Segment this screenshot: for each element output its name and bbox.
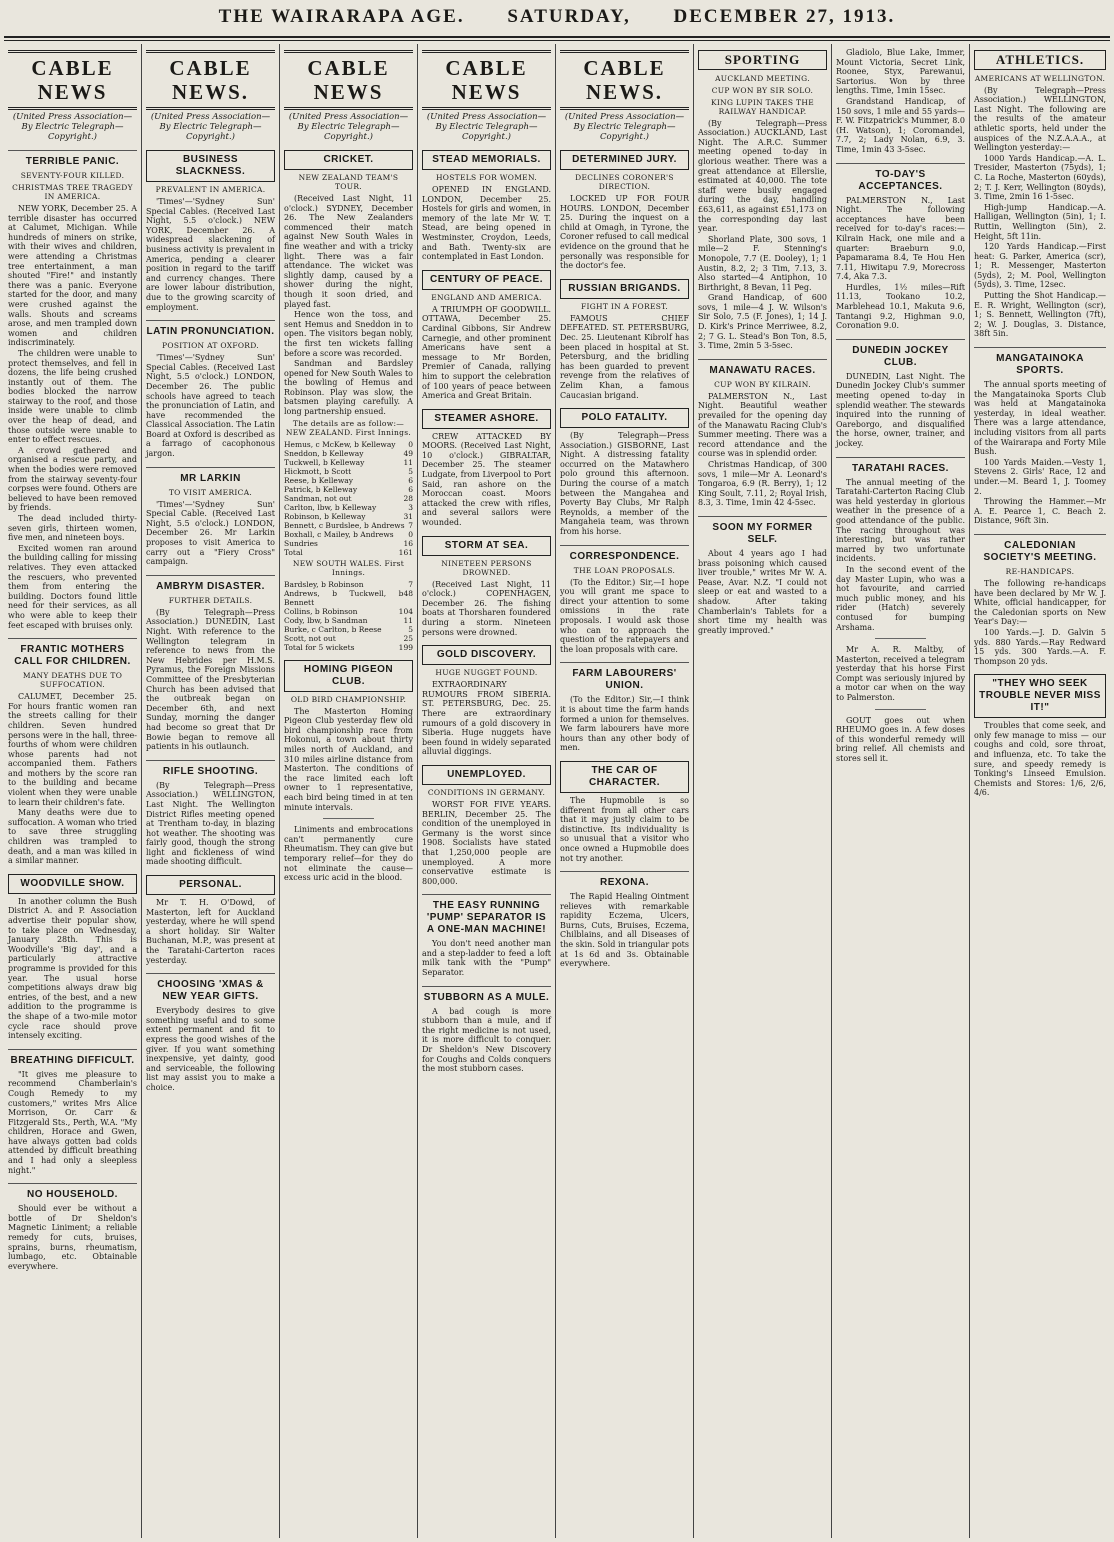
scorecard-row: [284, 512, 413, 521]
article-heading: MANGATAINOKA SPORTS.: [974, 347, 1106, 377]
article-subheading: ENGLAND AND AMERICA.: [431, 292, 542, 302]
article-heading: RIFLE SHOOTING.: [146, 760, 275, 778]
column-8: [970, 44, 1110, 1538]
columns: [4, 44, 1110, 1538]
article-heading: CRICKET.: [284, 150, 413, 170]
article-paragraph: 120 Yards Handicap.—First heat: G. Parker, America (scr), 1; R. Messenger, Masterton (5yds), 2; M. Pool, Wellington (5yds), 3. Time, 12sec.: [974, 242, 1106, 290]
scorecard-batsman: Bardsley, b Robinson: [284, 579, 364, 589]
article-paragraph: A crowd gathered and organised a rescue party, and when the bodies were removed from the stairway seventy-four corpses were found. Others are believed to have been removed by friends.: [8, 445, 137, 513]
article-paragraph: The annual sports meeting of the Mangatainoka Sports Club was held at Mangatainoka yesterday, in ideal weather. There was a large attendance, including visitors from all parts of the Wairarapa and Forty Mile Bush.: [974, 380, 1106, 457]
scorecard-runs: 11: [403, 615, 413, 625]
column-4: [418, 44, 556, 1538]
cable-news-title: CABLE NEWS: [284, 50, 413, 110]
column-1: [4, 44, 142, 1538]
scorecard-batsman: Tuckwell, b Kelleway: [284, 457, 365, 467]
scorecard-row: [284, 467, 413, 476]
scorecard-row: [284, 539, 413, 548]
article-heading: STEAD MEMORIALS.: [422, 150, 551, 170]
article-paragraph: PALMERSTON N., Last Night. The following acceptances have been received for to-day's races:— Kilrain Hack, one mile and a quarter: Braeburn 9.0, Papamarama 8.4, Te Hou Hen 7.11, Hiwitapu 7.9, Morecross 7.4, Aka 7.3.: [836, 195, 965, 282]
scorecard-batsman: Sneddon, b Kelleway: [284, 448, 364, 458]
scorecard-batsman: Scott, not out: [284, 633, 336, 643]
article-paragraph: FAMOUS CHIEF DEFEATED. ST. PETERSBURG, Dec. 25. Lieutenant Kibrolf has been placed in hospital at St. Petersburg, and the bridling has been guarded to prevent revenge from the relatives of Zelim Khan, a famous Caucasian brigand.: [560, 313, 689, 400]
article-heading: POLO FATALITY.: [560, 408, 689, 428]
article-paragraph: (By Telegraph—Press Association.) GISBORNE, Last Night. A distressing fatality occurred on the Matawhero polo ground this afternoon. During the course of a match between the Mangahea and Poverty Bay Clubs, Mr Ralph Reynolds, a member of the Mangaheia team, was thrown from his horse.: [560, 431, 689, 537]
article-paragraph: In another column the Bush District A. and P. Association advertise their popular show, to take place on Wednesday, January 28th. This is Woodville's 'Big day', and a particularly attractive programme is provided for this year. The usual horse competitions always draw big entries, of the best, and a new addition to the programme is the shape of a two-mile motor cycle race should prove intensely exciting.: [8, 896, 137, 1041]
article-paragraph: Many deaths were due to suffocation. A woman who tried to save three struggling children was trampled to death, and a man was killed in a similar manner.: [8, 808, 137, 866]
article-heading: GOLD DISCOVERY.: [422, 645, 551, 665]
article-heading: CALEDONIAN SOCIETY'S MEETING.: [974, 534, 1106, 564]
article-paragraph: The dead included thirty-seven girls, thirteen women, five men, and nineteen boys.: [8, 514, 137, 543]
article-paragraph: (By Telegraph—Press Association.) WELLINGTON, Last Night. The Wellington District Rifles meeting opened at Trentham to-day, in blazing hot weather. The shooting was fairly good, though the strong light and fickleness of wind made shooting difficult.: [146, 780, 275, 867]
advert-paragraph: Troubles that come seek, and only few manage to miss — our coughs and cold, sore throat, and influenza, etc. To take the sure, and speedy remedy is Tonking's Linseed Emulsion. Chemists and Stores: 1/6, 2/6, 4/6.: [974, 721, 1106, 798]
article-subheading: SEVENTY-FOUR KILLED.: [20, 171, 125, 180]
article-subheading: CONDITIONS IN GERMANY.: [427, 787, 546, 797]
masthead-rule: [4, 36, 1110, 41]
article-paragraph: Shorland Plate, 300 sovs, 1 mile—2 F. Stenning's Monopole, 7.7 (E. Dooley), 1; 1 Austin, 8.2, 2; 3 Tim, 7.13, 3. Also started—4 Antiphon, 10 Birthright, 8 Bevan, 11 Peg.: [698, 234, 827, 292]
article-heading: DETERMINED JURY.: [560, 150, 689, 170]
scorecard-runs: 161: [398, 547, 413, 557]
article-heading: TARATAHI RACES.: [836, 457, 965, 475]
advert-heading: "THEY WHO SEEK TROUBLE NEVER MISS IT!": [974, 674, 1106, 718]
article-heading: WOODVILLE SHOW.: [8, 874, 137, 894]
article-paragraph: Putting the Shot Handicap.—E. R. Wright, Wellington (scr), 1; S. Bennett, Wellington (7ft), 2; W. J. Douglas, 3. Distance, 38ft 5in.: [974, 291, 1106, 339]
article-paragraph: Mr A. R. Maltby, of Masterton, received a telegram yesterday that his horse First Compt was seriously injured by a motor car when on the way to Palmerston.: [836, 645, 965, 703]
advert-heading: NO HOUSEHOLD.: [8, 1183, 137, 1201]
advert-heading: STUBBORN AS A MULE.: [422, 986, 551, 1004]
advert-heading: BREATHING DIFFICULT.: [8, 1049, 137, 1067]
scorecard-runs: 7: [408, 520, 413, 530]
scorecard-batsman: Carlton, lbw, b Kelleway: [284, 502, 377, 512]
article-paragraph: Mr T. H. O'Dowd, of Masterton, left for Auckland yesterday, where he will spend a short holiday. Sir Walter Buchanan, M.P., was present at the Taratahi-Carterton races yesterday.: [146, 898, 275, 965]
cable-news-title: CABLE NEWS: [422, 50, 551, 110]
scorecard-batsman: Cody, lbw, b Sandman: [284, 615, 368, 625]
article-paragraph: Sandman and Bardsley opened for New South Wales to the bowling of Hemus and Robinson. Play was slow, the batsmen playing carefully. A long partnership ensued.: [284, 359, 413, 417]
article-heading: DUNEDIN JOCKEY CLUB.: [836, 339, 965, 369]
scorecard-batsman: Collins, b Robinson: [284, 606, 358, 616]
article-heading: HOMING PIGEON CLUB.: [284, 660, 413, 692]
article-heading: UNEMPLOYED.: [422, 765, 551, 785]
article-paragraph: Hence won the toss, and sent Hemus and Sneddon in to open. The visitors began nobly, the first ten wickets falling before a score was recorded.: [284, 310, 413, 358]
advert-paragraph: Liniments and embrocations can't permanently cure Rheumatism. They can give but temporary relief—for they do not eliminate the cause—excess uric acid in the blood.: [284, 825, 413, 883]
divider: [875, 709, 927, 710]
article-paragraph: 100 Yards Maiden.—Vesty 1, Stevens 2. Girls' Race, 12 and under.—M. Beard 1, J. Toomey 2.: [974, 457, 1106, 496]
article-subheading: CUP WON BY SIR SOLO.: [711, 85, 814, 95]
article-heading: CORRESPONDENCE.: [560, 545, 689, 563]
article-paragraph: OPENED IN ENGLAND. LONDON, December 25. Hostels for girls and women, in memory of the late Mr W. T. Stead, are being opened in Westminster, Croydon, Leeds, and Bath. Twenty-six are contemplated in East London.: [422, 185, 551, 262]
press-association-line: (United Press Association—By Electric Telegraph—Copyright.): [564, 112, 685, 142]
scorecard-batsman: Reese, b Kelleway: [284, 475, 353, 485]
scorecard-row: [284, 589, 413, 607]
article-heading: TERRIBLE PANIC.: [8, 150, 137, 168]
scorecard-runs: 199: [398, 642, 413, 652]
article-subheading: NINETEEN PERSONS DROWNED.: [441, 558, 532, 577]
scorecard-runs: 104: [398, 606, 413, 616]
article-subheading: MANY DEATHS DUE TO SUFFOCATION.: [22, 671, 123, 690]
scorecard-row: [284, 625, 413, 634]
scorecard-row: [284, 494, 413, 503]
article-paragraph: 'Times'—'Sydney Sun' Special Cables. (Received Last Night, 5.5 o'clock.) NEW YORK, December 26. A widespread slackening of business activity is prevalent in America, pending a clearer position in regard to the tariff and currency changes. There are lower labour distribution, due to the growing scarcity of employment.: [146, 197, 275, 312]
article-heading: MR LARKIN: [146, 467, 275, 485]
scorecard-runs: 48: [403, 588, 413, 598]
article-subheading: AUCKLAND MEETING.: [715, 73, 810, 83]
scorecard-row: [284, 449, 413, 458]
scorecard-runs: 7: [408, 579, 413, 589]
article-subheading: POSITION AT OXFORD.: [162, 341, 259, 351]
article-subheading: PREVALENT IN AMERICA.: [155, 185, 266, 194]
advert-paragraph: Should ever be without a bottle of Dr Sheldon's Magnetic Liniment; a reliable remedy for cuts, bruises, sprains, burns, rheumatism, lumbago, etc. Obtainable everywhere.: [8, 1204, 137, 1271]
scorecard-runs: 0: [408, 439, 413, 449]
advert-heading: THE EASY RUNNING 'PUMP' SEPARATOR IS A ONE-MAN MACHINE!: [422, 894, 551, 936]
advert-heading: SOON MY FORMER SELF.: [698, 516, 827, 546]
article-paragraph: (To the Editor.) Sir,—I think it is about time the farm hands formed a union for themselves. We farm labourers have more hours than any other body of men.: [560, 695, 689, 753]
article-paragraph: PALMERSTON N., Last Night. Beautiful weather prevailed for the opening day of the Manawatu Racing Club's Summer meeting. There was a record attendance and the course was in splendid order.: [698, 391, 827, 459]
press-association-line: (United Press Association—By Electric Telegraph—Copyright.): [426, 112, 547, 142]
article-heading: BUSINESS SLACKNESS.: [146, 150, 275, 182]
scorecard-runs: 16: [403, 538, 413, 548]
scorecard-row: [284, 548, 413, 557]
masthead-day: SATURDAY,: [507, 6, 631, 27]
article-subheading: HOSTELS FOR WOMEN.: [435, 173, 538, 182]
press-association-line: (United Press Association—By Electric Telegraph—Copyright.): [288, 112, 409, 142]
cable-news-title: CABLE NEWS.: [560, 50, 689, 110]
article-heading: CENTURY OF PEACE.: [422, 270, 551, 290]
column-6: [694, 44, 832, 1538]
article-paragraph: Gladiolo, Blue Lake, Immer, Mount Victoria, Secret Link, Roonee, Styx, Parewanui, Sartorius. Won by three lengths. Time, 1min 15sec.: [836, 48, 965, 96]
article-heading: PERSONAL.: [146, 875, 275, 895]
article-paragraph: EXTRAORDINARY RUMOURS FROM SIBERIA. ST. PETERSBURG, Dec. 25. There are extraordinary rumours of a gold discovery in Siberia. Huge nuggets have been found in widely separated alluvial diggings.: [422, 680, 551, 757]
article-paragraph: (By Telegraph—Press Association.) AUCKLAND, Last Night. The A.R.C. Summer meeting opened to-day in glorious weather. There was a great attendance at Ellerslie, estimated at 40,000. The tote staff were busily engaged during the day, handling £63,611, as against £51,173 on the corresponding day last year.: [698, 118, 827, 234]
scorecard-row: [284, 580, 413, 589]
article-subheading: AMERICANS AT WELLINGTON.: [974, 73, 1106, 83]
article-paragraph: NEW YORK, December 25. A terrible disaster has occurred at Calumet, Michigan. While hundreds of miners on strike, with their wives and children, were attending a Christmas tree entertainment, a man shouted "Fire!" and instantly there was a panic. Everyone started for the door, and many were crushed against the walls. Shouts and screams arose, and men trampled down women and children indiscriminately.: [8, 204, 137, 348]
article-paragraph: Christmas Handicap, of 300 sovs, 1 mile—Mr A. Leonard's Tongaroa, 6.9 (R. Berry), 1; 12 King Soult, 7.11, 2; Royal Irish, 8.3, 3. Time, 1min 42 4-5sec.: [698, 460, 827, 508]
scorecard-row: [284, 607, 413, 616]
scorecard-batsman: Total for 5 wickets: [284, 642, 355, 652]
scorecard-row: [284, 530, 413, 539]
article-heading: FARM LABOURERS' UNION.: [560, 662, 689, 692]
scorecard-new-zealand: [284, 440, 413, 557]
scorecard-row: [284, 476, 413, 485]
scorecard-runs: 5: [408, 466, 413, 476]
article-subheading: HUGE NUGGET FOUND.: [435, 668, 538, 678]
scorecard-row: [284, 616, 413, 625]
column-7: [832, 44, 970, 1538]
column-5: [556, 44, 694, 1538]
masthead: [0, 6, 1114, 32]
advert-paragraph: About 4 years ago I had brass poisoning which caused liver trouble," writes Mr W. A. Pease, Avar. N.Z. "I could not sleep or eat and wasted to a shadow. After taking Chamberlain's Tablets for a short time my health was greatly improved.": [698, 548, 827, 635]
article-subheading: DECLINES CORONER'S DIRECTION.: [575, 173, 674, 191]
article-paragraph: DUNEDIN, Last Night. The Dunedin Jockey Club's summer meeting opened to-day in splendid weather. The stewards inquired into the running of Oareborgo, and disqualified the horse, owner, trainer, and jockey.: [836, 371, 965, 448]
article-paragraph: Grand Handicap, of 600 sovs, 1 mile—4 J. W. Wilson's Sir Solo, 7.5 (F. Jones), 1; 14 J. D. Kirk's Prince Merriwee, 8.2, 2; 7 G. L. Stead's Bon Ton, 8.5, 3. Time, 2min 5 3-5sec.: [698, 293, 827, 351]
article-paragraph: 1000 Yards Handicap.—A. L. Tresider, Masterton (75yds), 1; C. La Roche, Masterton (60yds), 2; T. J. Kerr, Wellington (80yds), 3. Time, 2min 16 1-5sec.: [974, 153, 1106, 202]
article-subheading: CUP WON BY KILRAIN.: [714, 379, 811, 389]
article-paragraph: The children were unable to protect themselves, and fell in dozens, the life being crushed instantly out of them. The bodies blocked the narrow stairway to the roof, and those inside were unable to climb over the heap of dead, and those outside were unable to enter to effect rescues.: [8, 348, 137, 445]
advert-paragraph: "It gives me pleasure to recommend Chamberlain's Cough Remedy to my customers," writes Mrs Alice Morrison, Or. Carr & Fitzgerald Sts., Perth, W.A. "My children, Horace and Gwen, have always gotten bad colds attended by difficult breathing and I had only a sleepless night.": [8, 1069, 137, 1175]
scorecard-batsman: Burke, c Carlton, b Reese: [284, 624, 382, 634]
scorecard-batsman: Sandman, not out: [284, 493, 352, 503]
article-paragraph: 'Times'—'Sydney Sun' Special Cables. (Received Last Night, 5.5 o'clock.) LONDON, December 26. The public schools have agreed to teach the pronunciation of Latin, and have recommended the Classical Association. The Latin Board at Oxford is described as a farrago of cacophonous jargon.: [146, 353, 275, 459]
column-3: [280, 44, 418, 1538]
scorecard-row: [284, 521, 413, 530]
article-paragraph: (By Telegraph—Press Association.) DUNEDIN, Last Night. With reference to the Wellington telegram in reference to news from the New Hebrides per H.M.S. Pyramus, the Foreign Missions Committee of the Presbyterian Church has been advised that the outbreak began on December 6th, and next Sunday, morning the danger had become so great that Dr Bowie began to remove all patients in his outlaunch.: [146, 607, 275, 752]
scorecard-runs: 3: [408, 502, 413, 512]
advert-paragraph: You don't need another man and a step-ladder to feed a loft milk tank with the "Pump" Separator.: [422, 939, 551, 978]
advert-heading: THE CAR OF CHARACTER.: [560, 761, 689, 793]
article-subheading: KING LUPIN TAKES THE RAILWAY HANDICAP.: [711, 97, 814, 116]
article-subheading: RE-HANDICAPS.: [1005, 566, 1075, 576]
article-paragraph: CALUMET, December 25. For hours frantic women ran the streets calling for their children. Seven hundred persons were in the hall, three-fourths of whom were children whose parents had not accompanied them. Fathers and mothers by the score ran to the building and became violent when they were unable to learn their children's fate.: [8, 692, 137, 807]
scorecard-runs: 25: [403, 633, 413, 643]
scorecard-row: [284, 458, 413, 467]
article-paragraph: The annual meeting of the Taratahi-Carterton Racing Club was held yesterday in glorious weather in the presence of a good attendance of the public. The racing throughout was interesting, but was rather marred by two unfortunate incidents.: [836, 477, 965, 564]
cable-news-title: CABLE NEWS.: [146, 50, 275, 110]
scorecard-row: [284, 503, 413, 512]
scorecard-batsman: Andrews, b Tuckwell, b Bennett: [284, 588, 404, 607]
scorecard-runs: 11: [403, 457, 413, 467]
divider: [875, 638, 927, 639]
article-heading: STORM AT SEA.: [422, 536, 551, 556]
advert-heading: CHOOSING 'XMAS & NEW YEAR GIFTS.: [146, 973, 275, 1003]
scorecard-batsman: Robinson, b Kelleway: [284, 511, 366, 521]
scorecard-row: [284, 485, 413, 494]
scorecard-runs: 28: [403, 493, 413, 503]
article-paragraph: Throwing the Hammer.—Mr A. E. Pearce 1, C. Beach 2. Distance, 96ft 3in.: [974, 497, 1106, 526]
article-subheading: TO VISIT AMERICA.: [168, 487, 253, 497]
scorecard-title: The details are as follow:— NEW ZEALAND. First Innings.: [285, 418, 412, 437]
advert-paragraph: The Rapid Healing Ointment relieves with remarkable rapidity Eczema, Ulcers, Burns, Cuts, Bruises, Eczema, Chilblains, and all Diseases of the skin. Sold in triangular pots at 1s 6d and 3s. Obtainable everywhere.: [560, 892, 689, 969]
advert-heading: REXONA.: [560, 871, 689, 889]
article-paragraph: High-jump Handicap.—A. Halligan, Wellington (5in), 1; I. Ruttin, Wellington (5in), 2. Height, 5ft 11in.: [974, 202, 1106, 241]
article-paragraph: CREW ATTACKED BY MOORS. (Received Last Night, 10 o'clock.) GIBRALTAR, December 25. The steamer Ludgate, from Liverpool to Port Said, ran ashore on the Moroccan coast. Moors attacked the crew with rifles, and several sailors were wounded.: [422, 431, 551, 528]
article-paragraph: (Received Last Night, 11 o'clock.) SYDNEY, December 26. The New Zealanders commenced their match against New South Wales in fine weather and with a tricky light. There was a fair attendance. The wicket was slightly damp, caused by a shower during the night, though it soon dried, and played fast.: [284, 194, 413, 309]
scorecard-batsman: Sundries: [284, 538, 318, 548]
article-heading: TO-DAY'S ACCEPTANCES.: [836, 163, 965, 193]
article-paragraph: Hurdles, 1½ miles—Rift 11.13, Tookano 10.2, Marblehead 10.1, Makuta 9.6, Tantangi 9.2, Highman 9.0, Coronation 9.0.: [836, 282, 965, 331]
masthead-date: DECEMBER 27, 1913.: [673, 6, 896, 27]
scorecard-batsman: Patrick, b Kelleway: [284, 484, 358, 494]
scorecard-batsman: Hemus, c McKew, b Kelleway: [284, 439, 396, 449]
scorecard-runs: 49: [403, 448, 413, 458]
article-heading: LATIN PRONUNCIATION.: [146, 320, 275, 338]
masthead-name: THE WAIRARAPA AGE.: [218, 6, 465, 27]
divider: [323, 818, 375, 819]
article-heading: FRANTIC MOTHERS CALL FOR CHILDREN.: [8, 638, 137, 668]
advert-paragraph: Everybody desires to give something useful and to some extent permanent and fit to express the good wishes of the giver. If you want something inexpensive, yet dainty, good and serviceable, the following list may assist you to make a choice.: [146, 1006, 275, 1092]
article-heading: AMBRYM DISASTER.: [146, 575, 275, 593]
article-paragraph: 'Times'—'Sydney Sun' Special Cable. (Received Last Night, 5.5 o'clock.) LONDON, December 26. Mr Larkin proposes to visit America to carry out a "Fiery Cross" campaign.: [146, 499, 275, 567]
article-paragraph: Excited women ran around the building calling for missing relatives. They even attacked the rescuers, who prevented them from entering the building. Doctors found little need for their services, as all who were able to keep their feet escaped with bruises only.: [8, 543, 137, 630]
article-heading: MANAWATU RACES.: [698, 359, 827, 377]
scorecard-row: [284, 440, 413, 449]
article-subheading: FIGHT IN A FOREST.: [580, 301, 669, 311]
scorecard-title: NEW SOUTH WALES. First Innings.: [292, 558, 405, 577]
scorecard-runs: 0: [408, 529, 413, 539]
cable-news-title: CABLE NEWS: [8, 50, 137, 110]
article-paragraph: The following re-handicaps have been declared by Mr W. J. White, official handicapper, for the Caledonian sports on New Year's Day:—: [974, 578, 1106, 627]
article-paragraph: (By Telegraph—Press Association.) WELLINGTON, Last Night. The following are the results of the amateur athletic sports, held under the auspices of the N.Z.A.A.A., at Wellington yesterday:—: [974, 85, 1106, 153]
sporting-heading: SPORTING: [698, 50, 827, 70]
article-paragraph: (To the Editor.) Sir,—I hope you will grant me space to direct your attention to some omissions in the rate proposals. I would ask those who can to approach the question of the ratepayers and the loan proposals with care.: [560, 577, 689, 654]
article-subheading: OLD BIRD CHAMPIONSHIP.: [290, 694, 407, 704]
scorecard-runs: 5: [408, 624, 413, 634]
column-2: [142, 44, 280, 1538]
article-paragraph: Grandstand Handicap, of 150 sovs, 1 mile and 55 yards—F. W. Fitzpatrick's Mummer, 8.0 (H. Watson), 1; Coromandel, 7.7, 2; Lady Nolan, 6.9, 3. Time, 1min 43 3-5sec.: [836, 96, 965, 154]
article-paragraph: WORST FOR FIVE YEARS. BERLIN, December 25. The condition of the unemployed in Germany is the worst since 1908. Socialists have stated that 1,250,000 people are unemployed. A more conservative estimate is 800,000.: [422, 799, 551, 886]
scorecard-row: [284, 634, 413, 643]
advert-paragraph: The Hupmobile is so different from all other cars that it may justly claim to be distinctive. Its individuality is so unusual that a visitor who once owned a Hupmobile does not try another.: [560, 795, 689, 863]
scorecard-batsman: Boxhall, c Mailey, b Andrews: [284, 529, 394, 539]
article-subheading: FURTHER DETAILS.: [168, 595, 253, 605]
scorecard-row: [284, 643, 413, 652]
article-heading: RUSSIAN BRIGANDS.: [560, 279, 689, 299]
scorecard-new-south-wales: [284, 580, 413, 652]
scorecard-batsman: Bennett, c Burdslee, b Andrews: [284, 520, 405, 530]
scorecard-runs: 31: [403, 511, 413, 521]
article-paragraph: In the second event of the day Master Lupin, who was a hot favourite, and carried much public money, and his rider (Hatch) severely contused for bumping Arshama.: [836, 564, 965, 632]
article-paragraph: (Received Last Night, 11 o'clock.) COPENHAGEN, December 26. The fishing boats at Thorsharen foundered during a storm. Nineteen persons were drowned.: [422, 579, 551, 637]
scorecard-runs: 6: [408, 475, 413, 485]
athletics-heading: ATHLETICS.: [974, 50, 1106, 70]
advert-paragraph: GOUT goes out when RHEUMO goes in. A few doses of this wonderful remedy will bring relief. All chemists and stores sell it.: [836, 715, 965, 764]
scorecard-batsman: Total: [284, 547, 303, 557]
scorecard-runs: 6: [408, 484, 413, 494]
article-paragraph: The Masterton Homing Pigeon Club yesterday flew old bird championship race from Hokonui, a town about thirty miles north of Auckland, and 310 miles airline distance from Masterton. The conditions of the race limited each loft owner to 1 representative, each bird being timed in at ten minute intervals.: [284, 706, 413, 812]
article-subheading: THE LOAN PROPOSALS.: [573, 565, 676, 575]
article-paragraph: 100 Yards.—J. D. Galvin 5 yds. 880 Yards.—Ray Redward 15 yds. 300 Yards.—A. F. Thompson 20 yds.: [974, 627, 1106, 666]
press-association-line: (United Press Association—By Electric Telegraph—Copyright.): [150, 112, 271, 142]
article-subheading: NEW ZEALAND TEAM'S TOUR.: [298, 173, 399, 191]
press-association-line: (United Press Association—By Electric Telegraph—Copyright.): [12, 112, 133, 142]
article-heading: STEAMER ASHORE.: [422, 409, 551, 429]
advert-paragraph: A bad cough is more stubborn than a mule, and if the right medicine is not used, it is more difficult to conquer. Dr Sheldon's New Discovery for Coughs and Colds conquers the most stubborn cases.: [422, 1006, 551, 1074]
article-subheading: CHRISTMAS TREE TRAGEDY IN AMERICA.: [12, 183, 133, 201]
article-paragraph: LOCKED UP FOR FOUR HOURS. LONDON, December 25. During the inquest on a child at Omagh, in Tyrone, the Coroner refused to call medical evidence on the ground that he personally was responsible for the doctor's fee.: [560, 194, 689, 271]
scorecard-batsman: Hickmott, b Scott: [284, 466, 352, 476]
article-paragraph: A TRIUMPH OF GOODWILL. OTTAWA, December 25. Cardinal Gibbons, Sir Andrew Carnegie, and other prominent Americans have sent a message to Mr Borden, Premier of Canada, rallying him to support the celebration of 100 years of peace between America and Great Britain.: [422, 304, 551, 401]
